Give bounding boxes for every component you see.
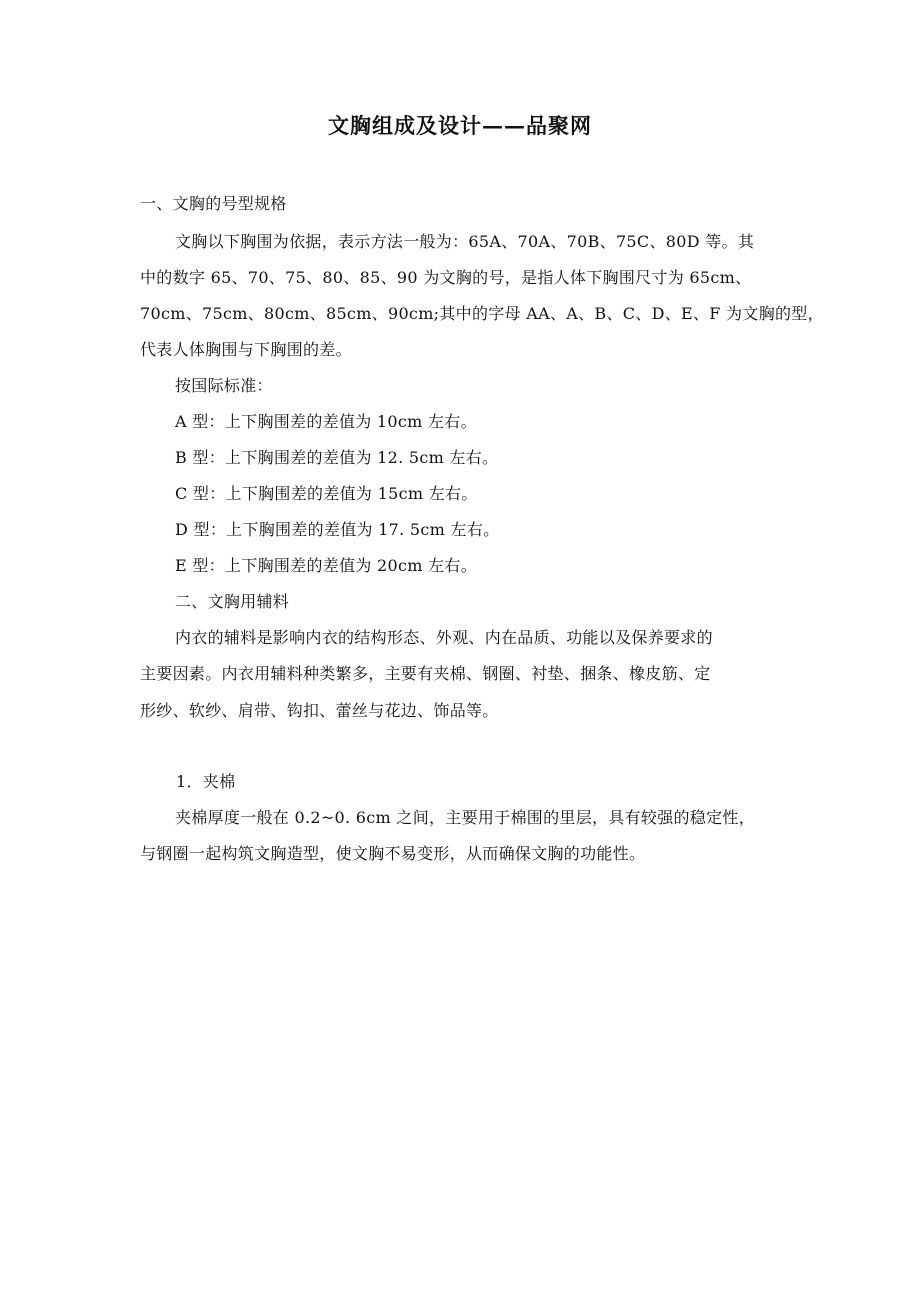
paragraph-line: 中的数字 65、70、75、80、85、90 为文胸的号，是指人体下胸围尺寸为 65cm、 xyxy=(140,268,752,287)
paragraph-line: 与钢圈一起构筑文胸造型，使文胸不易变形，从而确保文胸的功能性。 xyxy=(140,844,646,863)
paragraph-line: 内衣的辅料是影响内衣的结构形态、外观、内在品质、功能以及保养要求的 xyxy=(175,628,713,647)
paragraph-line: 70cm、75cm、80cm、85cm、90cm;其中的字母 AA、A、B、C、D、E、F 为文胸的型， xyxy=(140,304,824,323)
cup-type-c: C 型：上下胸围差的差值为 15cm 左右。 xyxy=(175,484,478,503)
standard-intro: 按国际标准： xyxy=(175,376,273,395)
paragraph-line: 形纱、软纱、肩带、钩扣、蕾丝与花边、饰品等。 xyxy=(140,701,499,720)
document-title: 文胸组成及设计——品聚网 xyxy=(328,113,592,138)
section-heading-accessories: 二、文胸用辅料 xyxy=(175,592,290,611)
paragraph-line: 夹棉厚度一般在 0.2~0. 6cm 之间，主要用于棉围的里层，具有较强的稳定性， xyxy=(175,808,755,827)
paragraph-line: 文胸以下胸围为依据，表示方法一般为：65A、70A、70B、75C、80D 等。其 xyxy=(175,232,755,251)
cup-type-e: E 型：上下胸围差的差值为 20cm 左右。 xyxy=(175,556,478,575)
cup-type-a: A 型：上下胸围差的差值为 10cm 左右。 xyxy=(175,412,477,431)
paragraph-line: 主要因素。内衣用辅料种类繁多，主要有夹棉、钢圈、衬垫、捆条、橡皮筋、定 xyxy=(140,664,711,683)
cup-type-d: D 型：上下胸围差的差值为 17. 5cm 左右。 xyxy=(175,520,500,539)
section-heading-size-specs: 一、文胸的号型规格 xyxy=(140,194,287,213)
cup-type-b: B 型：上下胸围差的差值为 12. 5cm 左右。 xyxy=(175,448,499,467)
subsection-heading-padding: 1．夹棉 xyxy=(176,772,236,791)
paragraph-line: 代表人体胸围与下胸围的差。 xyxy=(140,340,352,359)
